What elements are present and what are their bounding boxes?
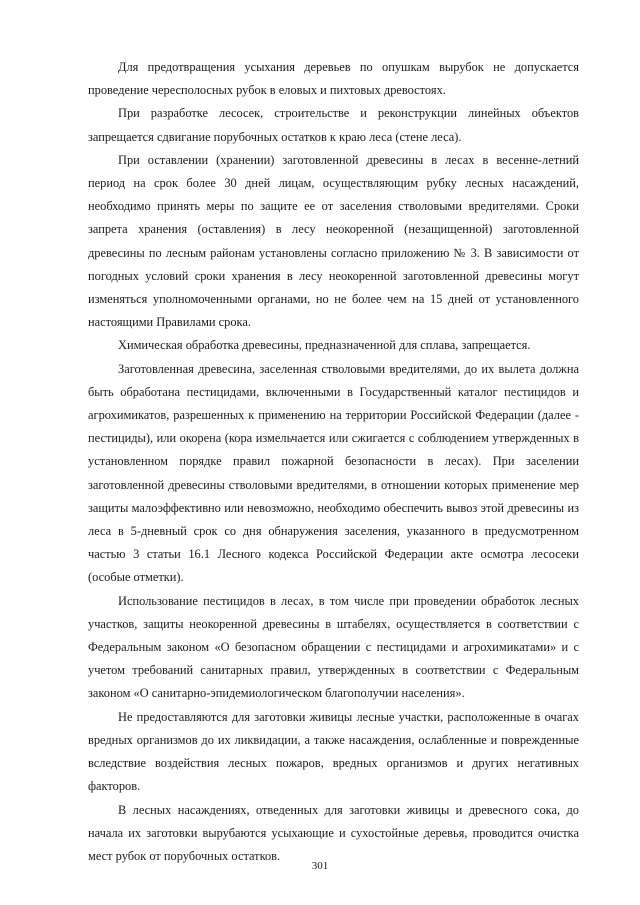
paragraph-3: При оставлении (хранении) заготовленной древесины в лесах в весенне-летний период на срок более 30 дней лицам, осуществляющим рубку лесных насаждений, необходимо принять меры по защите ее от заселения стволовыми вредителями. Сроки запрета хранения (оставления) в лесу неокоренной (незащищенной) заготовленной древесины по лесным районам установлены согласно приложению № 3. В зависимости от погодных условий сроки хранения в лесу неокоренной заготовленной древесины могут изменяться уполномоченными органами, но не более чем на 15 дней от установленного настоящими Правилами срока. (88, 152, 579, 330)
document-body (88, 56, 579, 868)
paragraph-1: Для предотвращения усыхания деревьев по опушкам вырубок не допускается проведение чересполосных рубок в еловых и пихтовых древостоях. (88, 60, 579, 98)
page-number: 301 (311, 860, 329, 872)
paragraph-2: При разработке лесосек, строительстве и реконструкции линейных объектов запрещается сдвигание порубочных остатков к краю леса (стене леса). (88, 106, 579, 144)
paragraph-8: В лесных насаждениях, отведенных для заготовки живицы и древесного сока, до начала их заготовки вырубаются усыхающие и сухостойные деревья, проводится очистка мест рубок от порубочных остатков. (88, 802, 579, 863)
paragraph-5: Заготовленная древесина, заселенная стволовыми вредителями, до их вылета должна быть обработана пестицидами, включенными в Государственный каталог пестицидов и агрохимикатов, разрешенных к применению на территории Российской Федерации (далее - пестициды), или окорена (кора измельчается или сжигается с соблюдением утвержденных в установленном порядке правил пожарной безопасности в лесах). При заселении заготовленной древесины стволовыми вредителями, в отношении которых применение мер защиты малоэффективно или невозможно, необходимо обеспечить вывоз этой древесины из леса в 5-дневный срок со дня обнаружения заселения, указанного в предусмотренном частью 3 статьи 16.1 Лесного кодекса Российской Федерации акте осмотра лесосеки (особые отметки). (88, 361, 579, 585)
paragraph-4: Химическая обработка древесины, предназначенной для сплава, запрещается. (118, 338, 531, 353)
paragraph-6: Использование пестицидов в лесах, в том числе при проведении обработок лесных участков, защиты неокоренной древесины в штабелях, осуществляется в соответствии с Федеральным законом «О безопасном обращении с пестицидами и агрохимикатами» и с учетом требований санитарных правил, утвержденных в соответствии с Федеральным законом «О санитарно-эпидемиологическом благополучии населения». (88, 593, 579, 701)
paragraph-7: Не предоставляются для заготовки живицы лесные участки, расположенные в очагах вредных организмов до их ликвидации, а также насаждения, ослабленные и поврежденные вследствие воздействия лесных пожаров, вредных организмов и других негативных факторов. (88, 709, 579, 794)
